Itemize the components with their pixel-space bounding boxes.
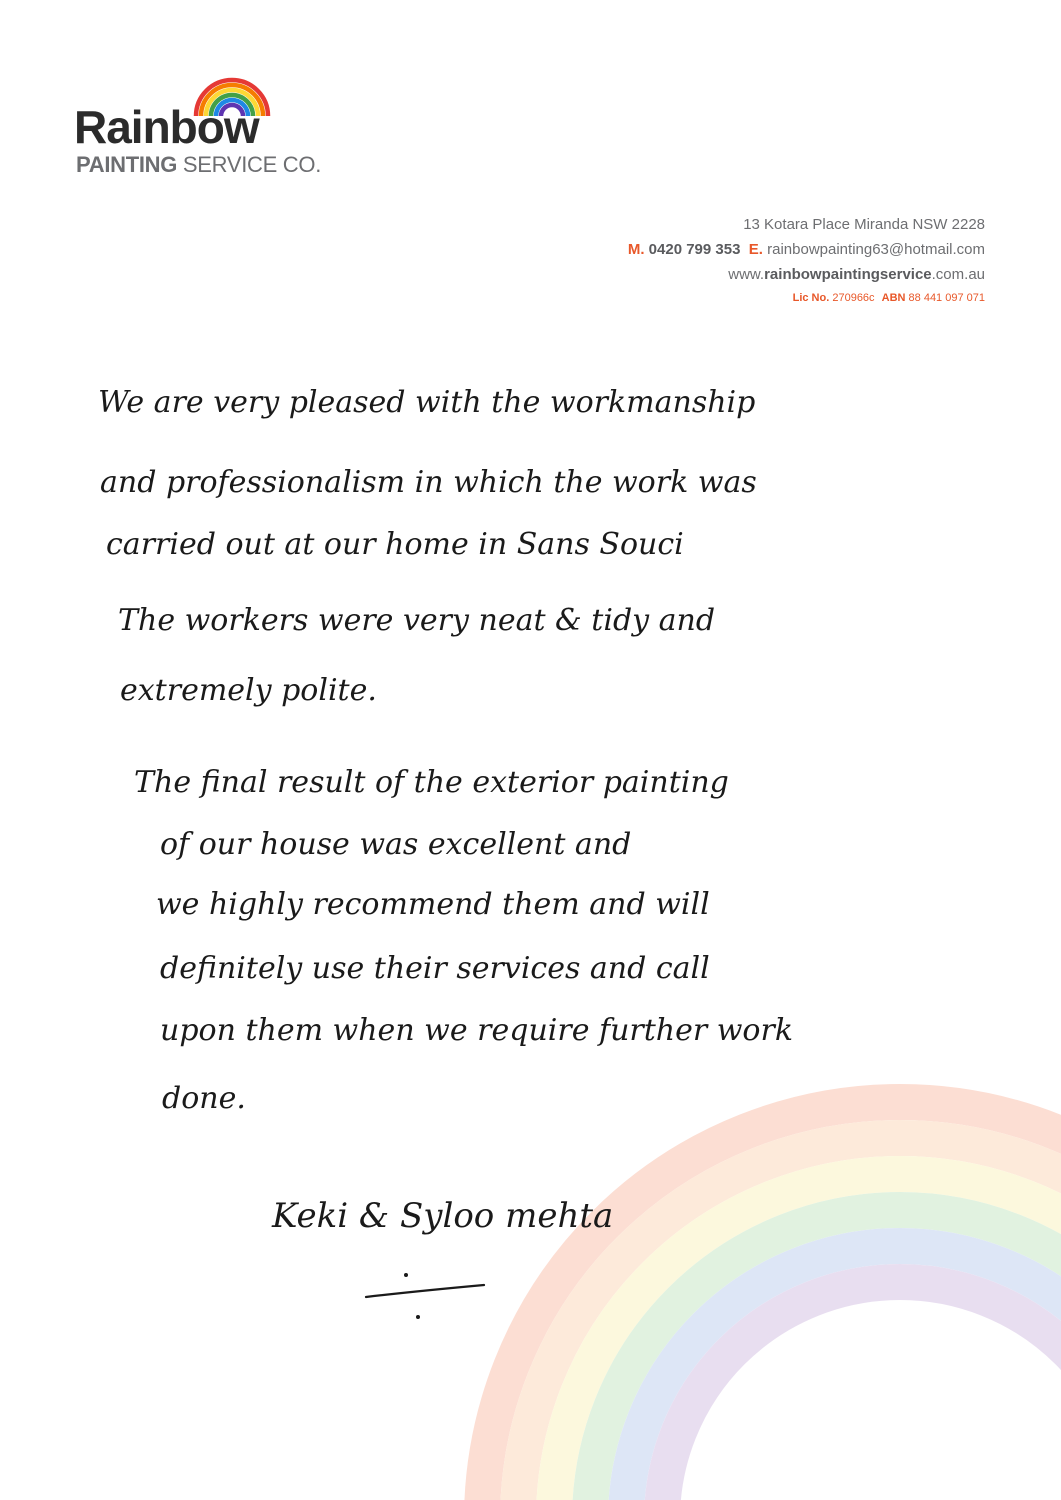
- email-address: rainbowpainting63@hotmail.com: [767, 241, 985, 258]
- license-label: Lic No.: [792, 292, 830, 304]
- signature-mark: [360, 1265, 490, 1325]
- logo-subtitle-bold: PAINTING: [76, 152, 178, 177]
- contact-details: [628, 212, 985, 309]
- letter-line-2: and professionalism in which the work was: [100, 465, 757, 500]
- website-domain: rainbowpaintingservice: [764, 266, 932, 283]
- letter-line-8: we highly recommend them and will: [156, 887, 710, 922]
- logo-wordmark: Rainbow: [74, 101, 259, 153]
- phone-email-line: [628, 237, 985, 262]
- letter-line-5: extremely polite.: [120, 673, 377, 708]
- address: 13 Kotara Place Miranda NSW 2228: [743, 216, 985, 233]
- letter-line-11: done.: [162, 1081, 246, 1116]
- letter-line-4: The workers were very neat & tidy and: [118, 603, 716, 638]
- company-logo: [74, 74, 334, 184]
- website-prefix: www.: [728, 266, 765, 283]
- license-number: 270966c: [832, 292, 875, 304]
- abn-label: ABN: [881, 292, 906, 304]
- logo-subtitle: [76, 154, 321, 176]
- license-line: [628, 287, 985, 309]
- abn-number: 88 441 097 071: [908, 292, 985, 304]
- mobile-number: 0420 799 353: [648, 241, 741, 258]
- email-label: E.: [748, 241, 763, 258]
- website-suffix: .com.au: [931, 266, 985, 283]
- letter-line-7: of our house was excellent and: [160, 827, 632, 862]
- letter-line-10: upon them when we require further work: [160, 1013, 794, 1048]
- letter-line-9: definitely use their services and call: [160, 951, 710, 986]
- mobile-label: M.: [627, 241, 645, 258]
- signature-names: Keki & Syloo mehta: [272, 1196, 614, 1236]
- website: [628, 262, 985, 287]
- logo-subtitle-rest: SERVICE CO.: [182, 152, 322, 177]
- letter-line-1: We are very pleased with the workmanship: [98, 385, 756, 420]
- letter-line-6: The final result of the exterior painting: [134, 765, 729, 800]
- letter-line-3: carried out at our home in Sans Souci: [106, 527, 684, 562]
